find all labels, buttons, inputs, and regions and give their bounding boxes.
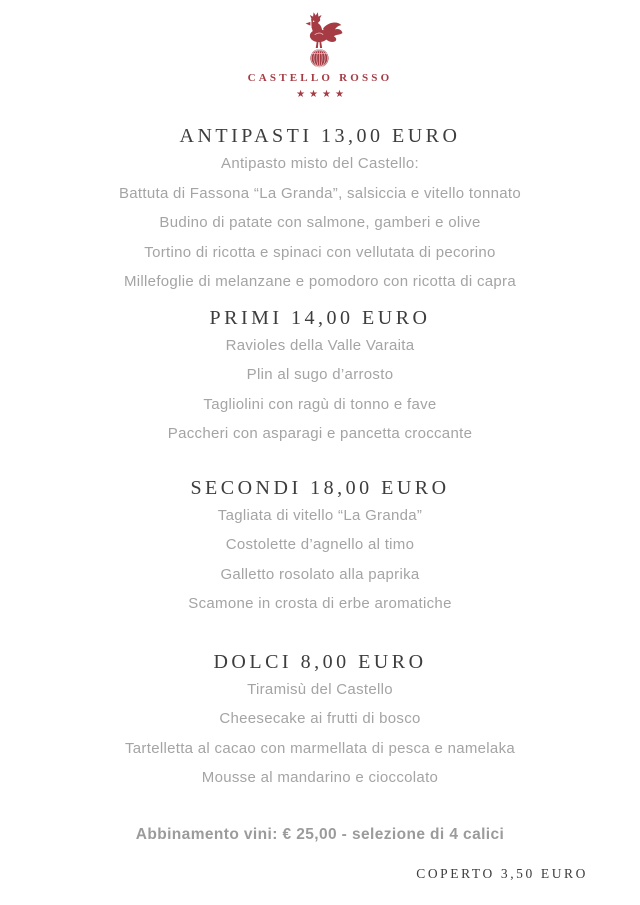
section-heading-dolci: DOLCI 8,00 EURO: [213, 650, 427, 673]
menu-item: Tartelletta al cacao con marmellata di pesca e namelaka: [124, 739, 516, 757]
menu-item: Paccheri con asparagi e pancetta croccante: [167, 425, 473, 442]
menu-item: Cheesecake ai frutti di bosco: [219, 710, 421, 727]
menu-item: Antipasto misto del Castello:: [221, 155, 419, 172]
menu-section-dolci: [0, 649, 640, 793]
section-heading-secondi: SECONDI 18,00 EURO: [190, 476, 450, 499]
section-heading-primi: PRIMI 14,00 EURO: [209, 306, 431, 329]
menu-section-antipasti: [0, 123, 640, 297]
menu-section-primi: [0, 305, 640, 449]
menu-section-secondi: [0, 475, 640, 619]
cover-charge-note: COPERTO 3,50 EURO: [416, 865, 588, 881]
menu-item: Tagliolini con ragù di tonno e fave: [203, 395, 437, 413]
menu-item: Tortino di ricotta e spinaci con vellutata di pecorino: [144, 243, 496, 261]
menu-item: Mousse al mandarino e cioccolato: [201, 769, 439, 786]
menu-item: Tiramisù del Castello: [247, 680, 393, 698]
menu-item: Costolette d’agnello al timo: [225, 536, 415, 553]
menu-item: Scamone in crosta di erbe aromatiche: [188, 595, 452, 612]
menu-item: Millefoglie di melanzane e pomodoro con ricotta di capra: [123, 273, 516, 290]
section-heading-antipasti: ANTIPASTI 13,00 EURO: [179, 125, 461, 147]
rooster-on-globe-icon: [288, 10, 352, 69]
menu-item: Ravioles della Valle Varaita: [225, 336, 415, 354]
menu-item: Budino di patate con salmone, gamberi e olive: [159, 214, 481, 231]
menu-item: Battuta di Fassona “La Granda”, salsiccia e vitello tonnato: [118, 184, 522, 202]
menu-item: Tagliata di vitello “La Granda”: [217, 506, 423, 524]
wine-pairing-note: Abbinamento vini: € 25,00 - selezione di 4 calici: [135, 825, 505, 843]
brand-name: CASTELLO ROSSO: [247, 72, 393, 84]
menu-item: Galletto rosolato alla paprika: [220, 565, 420, 583]
brand-header: [0, 0, 640, 102]
menu-item: Plin al sugo d’arrosto: [246, 366, 394, 383]
brand-stars: ★★★★: [296, 89, 348, 100]
